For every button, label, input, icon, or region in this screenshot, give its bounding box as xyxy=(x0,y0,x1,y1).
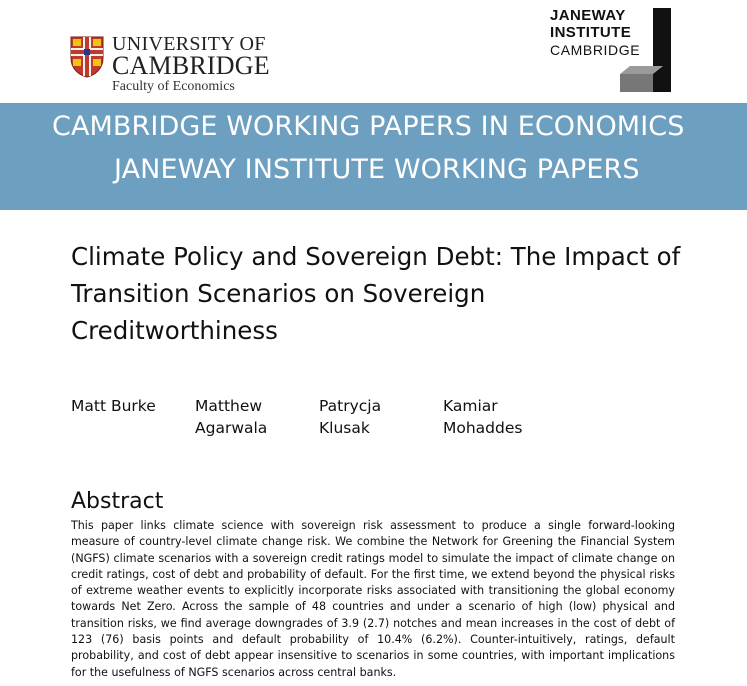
working-papers-banner xyxy=(0,103,747,210)
abstract-text: This paper links climate science with sovereign risk assessment to produce a single forward-looking measure of country-level climate change risk. We combine the Network for Greening the Financial System (NGFS) climate scenarios with a sovereign credit ratings model to simulate the impact of climate change on credit ratings, cost of debt and probability of default. For the first time, we extend beyond the physical risks of extreme weather events to explicitly incorporate risks associated with transitioning the global economy towards Net Zero. Across the sample of 48 countries and under a scenario of high (low) physical and transition risks, we find average downgrades of 3.9 (2.7) notches and mean increases in the cost of debt of 123 (76) basis points and default probability of 10.4% (6.2%). Counter-intuitively, ratings, default probability, and cost of debt appear insensitive to scenarios in some countries, with important implications for the usefulness of NGFS scenarios across central banks. xyxy=(71,519,675,679)
abstract-heading: Abstract xyxy=(71,489,164,514)
university-of-cambridge-logo xyxy=(70,34,280,96)
cambridge-crest-icon xyxy=(70,36,104,78)
institute-name-line2: INSTITUTE xyxy=(550,24,632,41)
janeway-bracket-icon xyxy=(550,8,672,92)
author-name: Matthew Agarwala xyxy=(195,397,268,437)
institute-name-line1: JANEWAY xyxy=(550,7,626,24)
paper-title: Climate Policy and Sovereign Debt: The Impact of Transition Scenarios on Sovereign Creditworthiness xyxy=(71,242,681,345)
janeway-institute-logo xyxy=(550,8,672,92)
university-name-line2: CAMBRIDGE xyxy=(112,51,270,80)
series-title-line1: CAMBRIDGE WORKING PAPERS IN ECONOMICS xyxy=(52,111,685,142)
faculty-name: Faculty of Economics xyxy=(112,79,235,94)
author-list xyxy=(0,395,747,445)
university-name-line1: UNIVERSITY OF xyxy=(112,33,266,55)
author-name: Patrycja Klusak xyxy=(319,397,382,437)
series-title-line2: JANEWAY INSTITUTE WORKING PAPERS xyxy=(114,154,640,185)
author-name: Kamiar Mohaddes xyxy=(443,397,523,437)
institute-name-line3: CAMBRIDGE xyxy=(550,42,641,58)
author-name: Matt Burke xyxy=(71,397,156,415)
